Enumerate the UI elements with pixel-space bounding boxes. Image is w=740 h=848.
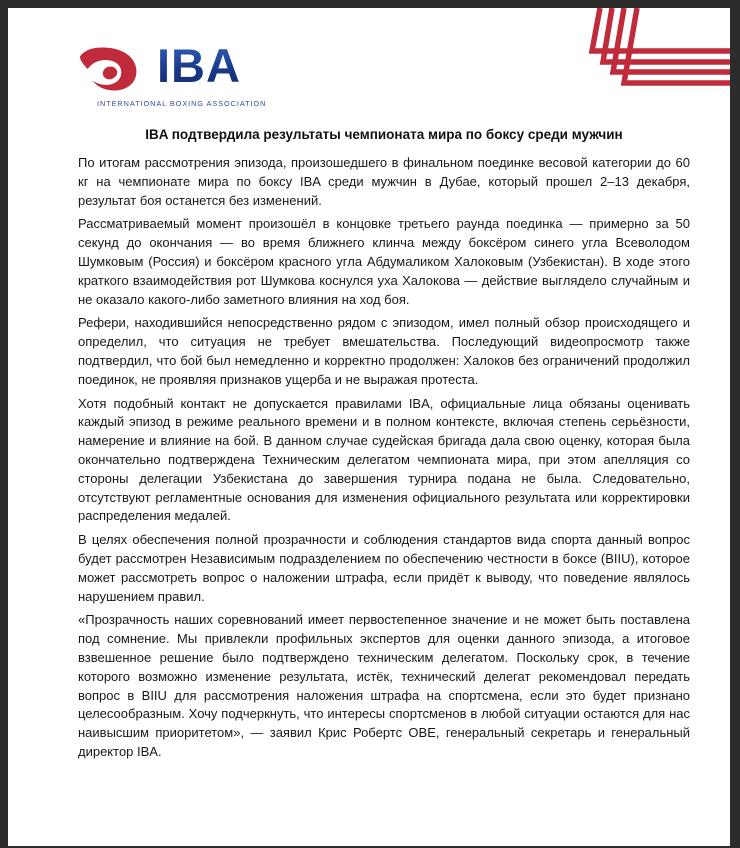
logo-wordmark: IBA (157, 39, 241, 92)
document-page (8, 8, 730, 846)
paragraph-3: Рефери, находившийся непосредственно рядом с эпизодом, имел полный обзор происходящего и определил, что ситуация не требует вмешательства. Последующий видеопросмотр также подтвердил, что бой был немедленно и корректно продолжен: Халоков без ограничений продолжил поединок, не проявляя признаков ущерба и не выражая протеста. (78, 315, 690, 387)
boxing-glove-icon (78, 46, 140, 94)
logo-tagline: INTERNATIONAL BOXING ASSOCIATION (97, 99, 267, 108)
paragraph-2: Рассматриваемый момент произошёл в концовке третьего раунда поединка — примерно за 50 секунд до окончания — во время ближнего клинча между боксёром синего угла Всеволодом Шумковым (Россия) и боксёром красного угла Абдумаликом Халоковым (Узбекистан). В ходе этого краткого взаимодействия рот Шумкова коснулся уха Халокова — действие выглядело случайным и не оказало какого-либо заметного влияния на ход боя. (78, 216, 690, 307)
paragraph-5: В целях обеспечения полной прозрачности и соблюдения стандартов вида спорта данный вопрос будет рассмотрен Независимым подразделением по обеспечению честности в боксе (BIIU), которое может рассмотреть вопрос о наложении штрафа, если придёт к выводу, что поведение являлось нарушением правил. (78, 532, 690, 604)
paragraph-4: Хотя подобный контакт не допускается правилами IBA, официальные лица обязаны оценивать каждый эпизод в режиме реального времени и в полном контексте, включая степень серьёзности, намерение и влияние на бой. В данном случае судейская бригада дала свою оценку, которая была окончательно подтверждена Техническим делегатом чемпионата мира, при этом апелляция со стороны делегации Узбекистана до завершения турнира подана не была. Следовательно, отсутствуют регламентные основания для изменения официального результата или корректировки распределения медалей. (78, 395, 690, 524)
press-release-body (78, 154, 690, 767)
press-release-title: IBA подтвердила результаты чемпионата мира по боксу среди мужчин (145, 127, 623, 142)
red-corner-lines-decoration (585, 8, 730, 98)
paragraph-1: По итогам рассмотрения эпизода, произошедшего в финальном поединке весовой категории до 60 кг на чемпионате мира по боксу IBA среди мужчин в Дубае, который прошел 2–13 декабря, результат боя останется без изменений. (78, 155, 690, 208)
paragraph-6-quote: «Прозрачность наших соревнований имеет первостепенное значение и не может быть поставлена под сомнение. Мы привлекли профильных экспертов для оценки данного эпизода, а итоговое взвешенное решение было подтверждено техническим делегатом. Поскольку срок, в течение которого возможно изменение результата, истёк, технический делегат рекомендовал передать вопрос в BIIU для рассмотрения наложения штрафа на спортсмена, если это будет признано целесообразным. Хочу подчеркнуть, что интересы спортсменов в любой ситуации остаются для нас наивысшим приоритетом», — заявил Крис Робертс OBE, генеральный секретарь и генеральный директор IBA. (78, 612, 690, 759)
iba-logo (78, 39, 267, 108)
